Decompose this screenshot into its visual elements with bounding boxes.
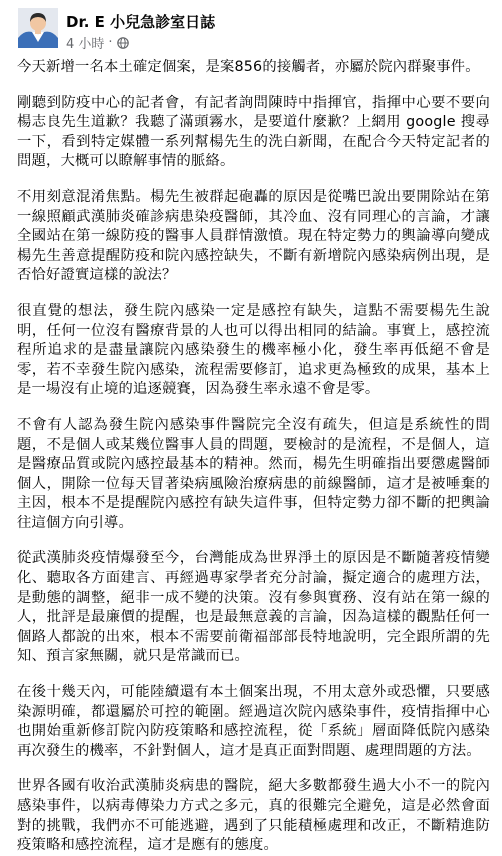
post-paragraph: 很直覺的想法，發生院內感染一定是感控有缺失，這點不需要楊先生說明，任何一位沒有醫療背景的人也可以得出相同的結論。事實上，感控流程所追求的是盡量讓院內感染發生的機率極小化，發生率再低絕不會是零，若不幸發生院內感染，流程需要修訂，追求更為極致的成果，基本上是一場沒有止境的追逐競賽，因為發生率永遠不會是零。 bbox=[17, 302, 490, 398]
post-paragraph: 從武漢肺炎疫情爆發至今，台灣能成為世界淨土的原因是不斷隨著疫情變化、聽取各方面建言、再經過專家學者充分討論，擬定適合的處理方法，是動態的調整，絕非一成不變的決策。沒有參與實務、沒有站在第一線的人，批評是最廉價的提醒，也是最無意義的言論，因為這樣的觀點任何一個路人都說的出來，根本不需要前衛福部部長特地說明，完全跟所謂的先知、預言家無關，就只是常識而已。 bbox=[17, 550, 490, 665]
post-meta bbox=[66, 33, 129, 52]
post-paragraph: 不會有人認為發生院內感染事件醫院完全沒有疏失，但這是系統性的問題，不是個人或某幾位醫事人員的問題，要檢討的是流程，不是個人，這是醫療品質或院內感控最基本的精神。然而，楊先生明確指出要懲處醫師個人，開除一位每天冒著染病風險治療病患的前線醫師，這才是被唾棄的主因，根本不是提醒院內感控有缺失這件事，但特定勢力卻不斷的把輿論往這個方向引導。 bbox=[17, 416, 490, 531]
author-name[interactable]: Dr. E 小兒急診室日誌 bbox=[66, 13, 216, 31]
doctor-avatar-icon[interactable] bbox=[18, 8, 58, 48]
post-paragraph: 在後十幾天內，可能陸續還有本土個案出現，不用太意外或恐懼，只要感染源明確，都還屬於可控的範圍。經過這次院內感染事件，疫情指揮中心也開始重新修訂院內防疫策略和感控流程，從「系統」層面降低院內感染再次發生的機率，不針對個人，這才是真正面對問題、處理問題的方法。 bbox=[17, 684, 490, 759]
post-paragraph: 今天新增一名本土確定個案，是案856的接觸者，亦屬於院內群聚事件。 bbox=[17, 59, 480, 75]
post-body bbox=[0, 58, 502, 856]
globe-icon[interactable] bbox=[117, 37, 129, 49]
meta-separator: · bbox=[108, 35, 113, 50]
post-paragraph: 剛聽到防疫中心的記者會，有記者詢問陳時中指揮官，指揮中心要不要向楊志良先生道歉？我聽了滿頭霧水，是要道什麼歉？上網用 google 搜尋一下，看到特定媒體一系列幫楊先生的洗白新聞，在配合今天特定記者的問題，大概可以瞭解事情的脈絡。 bbox=[17, 94, 490, 170]
post-header bbox=[0, 0, 502, 56]
post-paragraph: 世界各國有收治武漢肺炎病患的醫院，絕大多數都發生過大小不一的院內感染事件，以病毒傳染力方式之多元，真的很難完全避免，這是必然會面對的挑戰，我們亦不可能逃避，遇到了只能積極處理和改正，不斷精進防疫策略和感控流程，這才是應有的態度。 bbox=[17, 778, 490, 854]
post-timestamp[interactable]: 4 小時 bbox=[66, 37, 105, 52]
post-paragraph: 不用刻意混淆焦點。楊先生被群起砲轟的原因是從嘴巴說出要開除站在第一線照顧武漢肺炎確診病患染疫醫師，其冷血、沒有同理心的言論，才讓全國站在第一線防疫的醫事人員群情激憤。現在特定勢力的輿論導向變成楊先生善意提醒防疫和院內感控缺失，不斷有新增院內感染病例出現，是否恰好證實這樣的說法？ bbox=[17, 188, 490, 284]
